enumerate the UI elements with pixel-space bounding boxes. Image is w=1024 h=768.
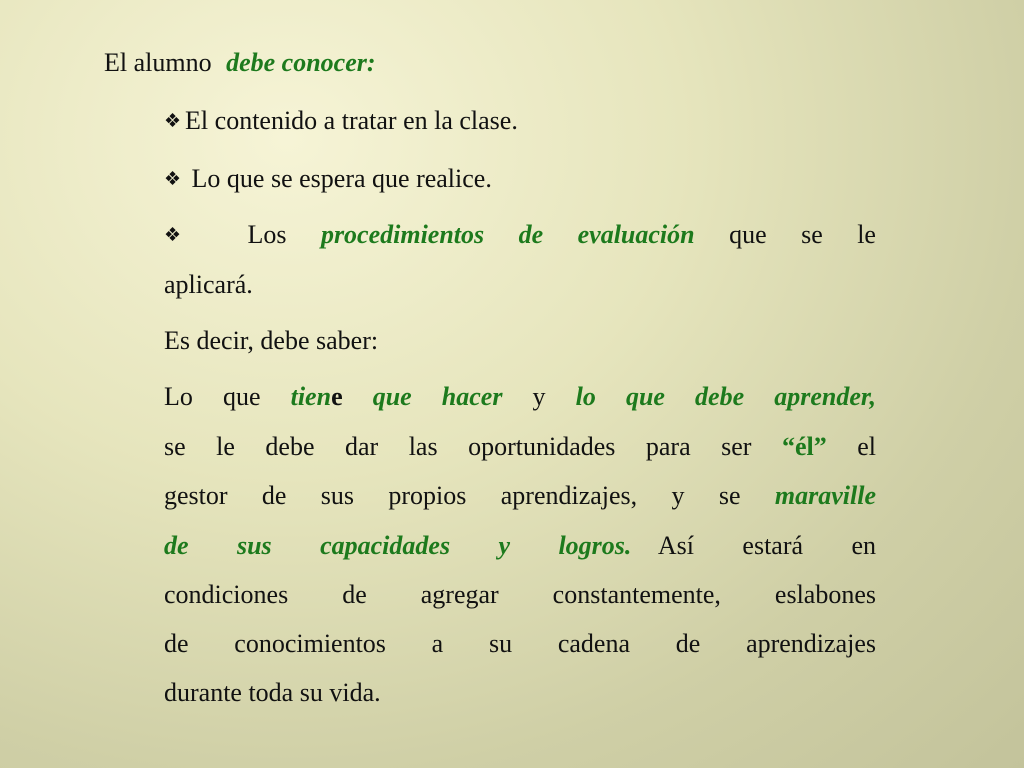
para-text: gestor de sus propios aprendizajes, y se <box>164 481 741 510</box>
bullet-text-pre: Los <box>247 220 287 249</box>
paragraph-line-1 <box>164 382 876 412</box>
bullet-text-cont: aplicará. <box>164 270 253 299</box>
heading-plain: El alumno <box>104 48 212 77</box>
bullet-item-procedimientos <box>164 220 876 253</box>
bullet-item-continuation <box>164 270 253 300</box>
para-emphasis: tien <box>290 382 332 411</box>
paragraph-line-3 <box>164 481 876 511</box>
para-emphasis: de sus capacidades y logros. <box>164 531 632 560</box>
heading-emphasis: debe conocer: <box>226 48 376 77</box>
para-text: se le debe dar las oportunidades para ser <box>164 432 752 461</box>
paragraph-line-5: condiciones de agregar constantemente, eslabones <box>164 580 876 609</box>
diamond-bullet-icon: ❖ <box>164 169 182 190</box>
para-text: y <box>532 382 546 411</box>
bullet-text-post: que se le <box>729 220 876 249</box>
diamond-bullet-icon: ❖ <box>164 111 182 132</box>
para-emphasis: , <box>869 382 877 411</box>
bullet-text-emphasis: procedimientos de evaluación <box>320 220 695 249</box>
para-bold: e <box>331 382 343 411</box>
para-emphasis: que hacer <box>372 382 503 411</box>
para-text: Así estará en <box>657 531 876 560</box>
para-text: el <box>857 432 877 461</box>
bullet-text: Lo que se espera que realice. <box>191 164 492 193</box>
paragraph-line-4 <box>164 531 876 561</box>
bullet-text: El contenido a tratar en la clase. <box>185 106 518 135</box>
bullet-item-espera <box>164 164 492 197</box>
para-emphasis: “él” <box>781 432 827 461</box>
intro-line: Es decir, debe saber: <box>164 326 379 355</box>
diamond-bullet-icon: ❖ <box>164 225 209 246</box>
para-text: Lo que <box>164 382 261 411</box>
para-emphasis: lo que debe aprender <box>575 382 870 411</box>
heading <box>104 48 376 78</box>
paragraph-line-2 <box>164 432 876 462</box>
paragraph-line-7: durante toda su vida. <box>164 678 381 707</box>
bullet-item-contenido <box>164 106 518 139</box>
para-emphasis: maraville <box>774 481 876 510</box>
paragraph-line-6: de conocimientos a su cadena de aprendizajes <box>164 629 876 658</box>
